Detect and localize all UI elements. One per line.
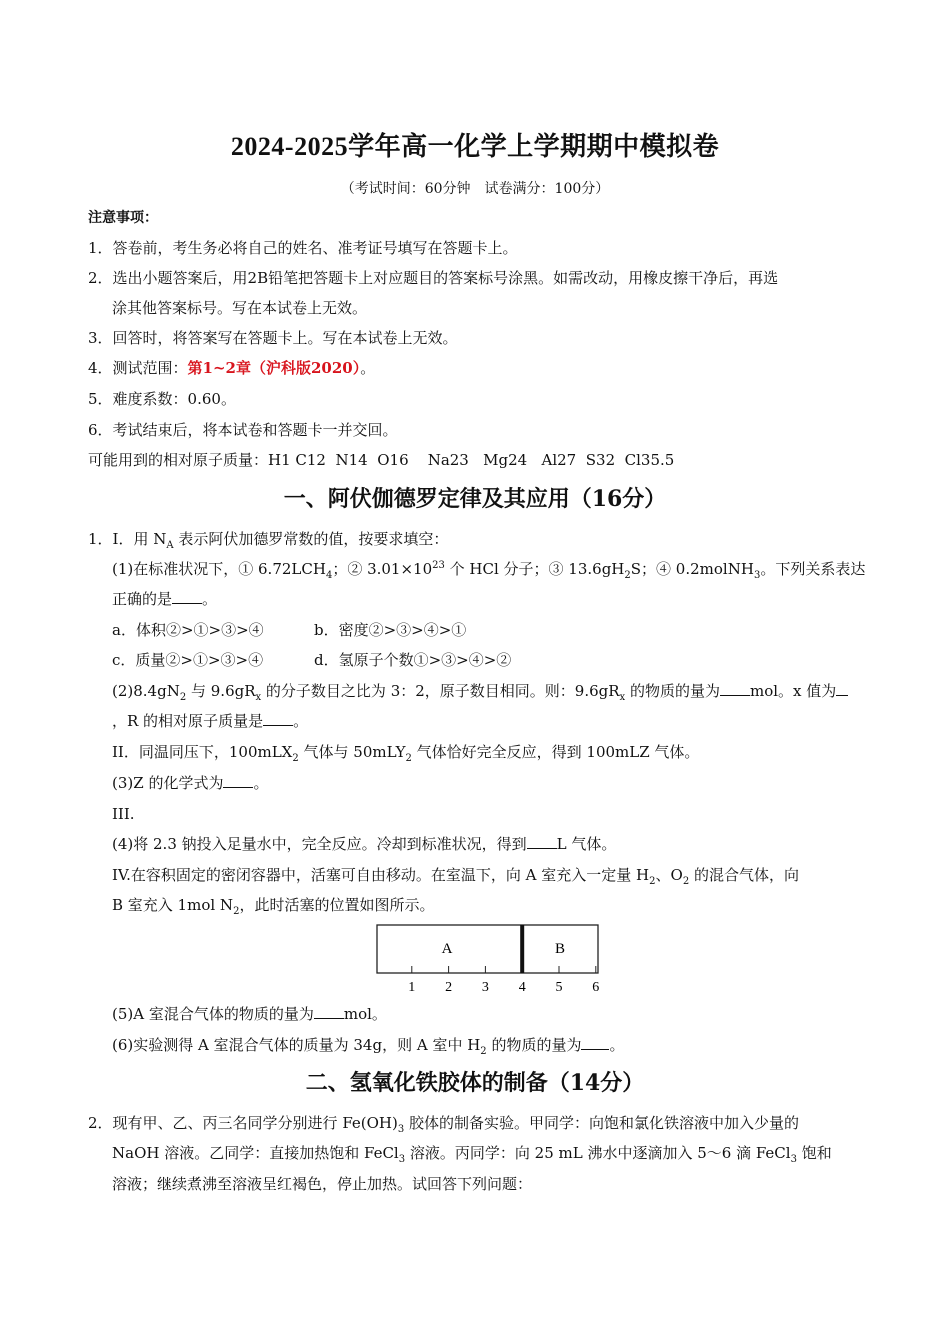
q1-part4: IV.在容积固定的密闭容器中，活塞可自由移动。在室温下，向 A 室充入一定量 $H_2$、$O_2$ 的混合气体，向 bbox=[112, 866, 799, 887]
answer-blank bbox=[836, 681, 848, 696]
q2-line-3: 溶液；继续煮沸至溶液呈红褐色，停止加热。试回答下列问题： bbox=[112, 1175, 533, 1193]
tick-label-6: 6 bbox=[592, 980, 600, 995]
notice-item-2-cont: 涂其他答案标号。写在本试卷上无效。 bbox=[112, 299, 368, 317]
answer-blank bbox=[314, 1004, 344, 1019]
q1-sub6: (6)实验测得 A 室混合气体的质量为 34g，则 A 室中 $H_2$ 的物质的量为 。 bbox=[112, 1036, 625, 1057]
chamber-a-label: A bbox=[441, 941, 453, 957]
q1-part3: III. bbox=[112, 805, 135, 823]
chamber-b-label: B bbox=[554, 941, 566, 957]
section-2-title: 二、氢氧化铁胶体的制备（14分） bbox=[305, 1070, 645, 1096]
q1-sub1-cont: 正确的是 。 bbox=[112, 590, 218, 608]
notice-item-2: 2．选出小题答案后，用2B铅笔把答题卡上对应题目的答案标号涂黑。如需改动，用橡皮擦干净后，再选 bbox=[88, 269, 779, 287]
q1-part4-cont: B 室充入 1mol $N_2$，此时活塞的位置如图所示。 bbox=[112, 896, 435, 917]
notice-heading: 注意事项： bbox=[88, 210, 158, 226]
answer-blank bbox=[720, 681, 750, 696]
notice-item-4: 4．测试范围：第1~2章（沪科版2020）。 bbox=[88, 359, 376, 377]
tick-label-5: 5 bbox=[555, 980, 563, 995]
piston-container-figure bbox=[370, 920, 610, 1000]
q1-sub4: (4)将 2.3 钠投入足量水中，完全反应。冷却到标准状况，得到 L 气体。 bbox=[112, 835, 617, 853]
answer-blank bbox=[527, 834, 557, 849]
test-scope: 第1~2章（沪科版2020） bbox=[187, 359, 361, 377]
q1-sub3: (3)Z 的化学式为 。 bbox=[112, 774, 269, 792]
q1-part2: II．同温同压下，100mLX$_2$ 气体与 50mLY$_2$ 气体恰好完全反应，得到 100mLZ 气体。 bbox=[112, 743, 700, 764]
answer-blank bbox=[263, 711, 293, 726]
scale-ticks bbox=[408, 966, 599, 995]
q1-sub1: (1)在标准状况下，① $6.72LCH_4$；② $3.01\times 10^{23}$ 个 HCl 分子；③ $13.6gH_2S$；④ 0.2molNH$_3$。下列关系表达 bbox=[112, 560, 866, 581]
notice-item-3: 3．回答时，将答案写在答题卡上。写在本试卷上无效。 bbox=[88, 329, 458, 347]
option-b: b．密度②>③>④>① bbox=[314, 621, 467, 639]
tick-label-3: 3 bbox=[481, 980, 489, 995]
exam-info: （考试时间：60分钟 试卷满分：100分） bbox=[340, 181, 610, 197]
page-title: 2024-2025学年高一化学上学期期中模拟卷 bbox=[230, 132, 720, 161]
piston bbox=[520, 925, 524, 973]
option-d: d．氢原子个数①>③>④>② bbox=[314, 651, 512, 669]
q2-line-1: 2．现有甲、乙、丙三名同学分别进行 $Fe(OH)_3$ 胶体的制备实验。甲同学：向饱和氯化铁溶液中加入少量的 bbox=[88, 1114, 800, 1135]
notice-item-6: 6．考试结束后，将本试卷和答题卡一并交回。 bbox=[88, 421, 398, 439]
q1-sub5: (5)A 室混合气体的物质的量为 mol。 bbox=[112, 1005, 387, 1023]
q2-number: 2． bbox=[88, 1114, 113, 1132]
section-1-title: 一、阿伏伽德罗定律及其应用（16分） bbox=[283, 486, 667, 512]
atomic-masses: 可能用到的相对原子质量：H1 C12 N14 O16 Na23 Mg24 Al27 S32 Cl35.5 bbox=[88, 451, 675, 469]
q2-line-2: NaOH 溶液。乙同学：直接加热饱和 FeCl$_3$ 溶液。丙同学：向 25 mL 沸水中逐滴加入 5～6 滴 FeCl$_3$ 饱和 bbox=[112, 1144, 832, 1165]
q1-sub2: $(2)8.4gN_2$ 与 $9.6gR_x$ 的分子数目之比为 3：2，原子数目相同。则：$9.6gR_x$ 的物质的量为 mol。x 值为 bbox=[112, 681, 848, 701]
notice-item-5: 5．难度系数：0.60。 bbox=[88, 390, 236, 408]
tick-label-1: 1 bbox=[408, 980, 416, 995]
notice-item-1: 1．答卷前，考生务必将自己的姓名、准考证号填写在答题卡上。 bbox=[88, 239, 518, 257]
answer-blank bbox=[172, 589, 202, 604]
q1-number: 1． bbox=[88, 530, 113, 548]
q1-intro: 1．I．用 $N_A$ 表示阿伏加德罗常数的值，按要求填空： bbox=[88, 530, 449, 551]
option-c: c．质量②>①>③>④ bbox=[112, 651, 264, 669]
tick-label-4: 4 bbox=[518, 980, 526, 995]
tick-label-2: 2 bbox=[445, 980, 453, 995]
answer-blank bbox=[223, 773, 253, 788]
answer-blank bbox=[581, 1035, 609, 1050]
q1-sub2-cont: ，R 的相对原子质量是 。 bbox=[112, 712, 309, 730]
option-a: a．体积②>①>③>④ bbox=[112, 621, 264, 639]
